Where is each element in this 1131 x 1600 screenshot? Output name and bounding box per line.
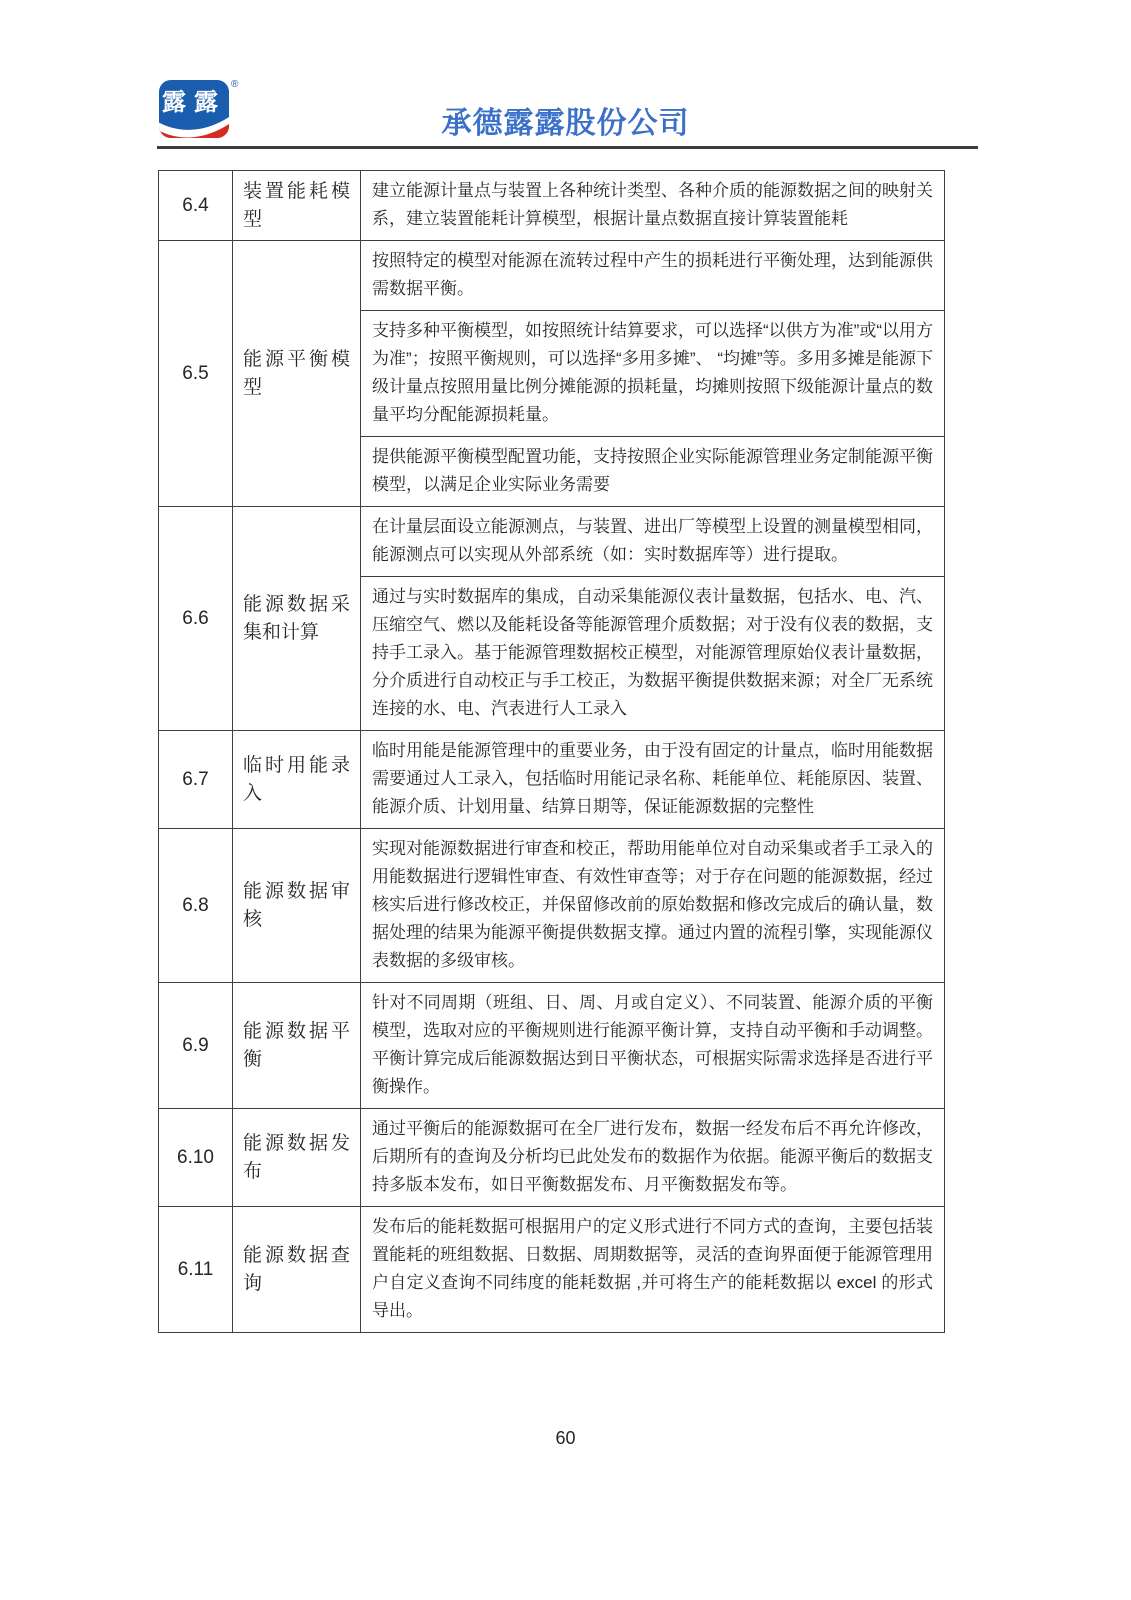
row-number: 6.5 <box>159 241 233 507</box>
registered-mark-icon: ® <box>231 79 239 90</box>
logo-text: 露露 <box>162 89 226 116</box>
row-title: 能源数据采集和计算 <box>233 507 361 731</box>
row-desc: 临时用能是能源管理中的重要业务，由于没有固定的计量点，临时用能数据需要通过人工录入，包括临时用能记录名称、耗能单位、耗能原因、装置、能源介质、计划用量、结算日期等，保证能源数据的完整性 <box>372 741 933 816</box>
row-number: 6.11 <box>159 1207 233 1333</box>
row-desc-cell <box>361 1207 945 1333</box>
table-row <box>159 241 945 507</box>
row-desc: 建立能源计量点与装置上各种统计类型、各种介质的能源数据之间的映射关系，建立装置能耗计算模型，根据计量点数据直接计算装置能耗 <box>372 181 933 228</box>
table-row <box>159 171 945 241</box>
header-divider <box>157 146 978 149</box>
row-desc: 实现对能源数据进行审查和校正，帮助用能单位对自动采集或者手工录入的用能数据进行逻辑性审查、有效性审查等；对于存在问题的能源数据，经过核实后进行修改校正，并保留修改前的原始数据和修改完成后的确认量，数据处理的结果为能源平衡提供数据支撑。通过内置的流程引擎，实现能源仪表数据的多级审核。 <box>372 839 933 970</box>
row-desc: 通过与实时数据库的集成，自动采集能源仪表计量数据，包括水、电、汽、压缩空气、燃以及能耗设备等能源管理介质数据；对于没有仪表的数据，支持手工录入。基于能源管理数据校正模型，对能源管理原始仪表计量数据，分介质进行自动校正与手工校正，为数据平衡提供数据来源；对全厂无系统连接的水、电、汽表进行人工录入 <box>361 576 944 730</box>
row-desc: 按照特定的模型对能源在流转过程中产生的损耗进行平衡处理，达到能源供需数据平衡。 <box>372 251 933 298</box>
table-row <box>159 507 945 731</box>
row-desc: 通过平衡后的能源数据可在全厂进行发布，数据一经发布后不再允许修改，后期所有的查询及分析均已此处发布的数据作为依据。能源平衡后的数据支持多版本发布，如日平衡数据发布、月平衡数据发布等。 <box>372 1119 933 1194</box>
row-desc-cell <box>361 829 945 983</box>
table-row <box>159 1109 945 1207</box>
row-number: 6.6 <box>159 507 233 731</box>
row-desc: 支持多种平衡模型，如按照统计结算要求，可以选择“以供方为准”或“以用方为准”；按照平衡规则，可以选择“多用多摊”、 “均摊”等。多用多摊是能源下级计量点按照用量比例分摊能源的损耗量，均摊则按照下级能源计量点的数量平均分配能源损耗量。 <box>361 310 944 436</box>
row-number: 6.8 <box>159 829 233 983</box>
row-title: 装置能耗模型 <box>233 171 361 241</box>
row-number: 6.9 <box>159 983 233 1109</box>
table-row <box>159 731 945 829</box>
page-number: 60 <box>555 1428 576 1448</box>
row-number: 6.7 <box>159 731 233 829</box>
company-name: 承德露露股份公司 <box>441 107 690 140</box>
row-desc: 提供能源平衡模型配置功能，支持按照企业实际能源管理业务定制能源平衡模型，以满足企业实际业务需要 <box>361 436 944 506</box>
row-title: 能源平衡模型 <box>233 241 361 507</box>
row-desc-cell <box>361 507 945 731</box>
row-title: 能源数据平衡 <box>233 983 361 1109</box>
table-row <box>159 1207 945 1333</box>
row-title: 能源数据发布 <box>233 1109 361 1207</box>
row-desc-cell <box>361 983 945 1109</box>
header <box>0 0 1131 150</box>
row-desc-cell <box>361 731 945 829</box>
row-title: 临时用能录入 <box>233 731 361 829</box>
row-title: 能源数据审核 <box>233 829 361 983</box>
row-desc: 在计量层面设立能源测点，与装置、进出厂等模型上设置的测量模型相同，能源测点可以实现从外部系统（如：实时数据库等）进行提取。 <box>372 517 933 564</box>
row-number: 6.10 <box>159 1109 233 1207</box>
row-desc-cell <box>361 171 945 241</box>
table-row <box>159 829 945 983</box>
row-desc-cell <box>361 1109 945 1207</box>
row-desc-cell <box>361 241 945 507</box>
row-desc: 针对不同周期（班组、日、周、月或自定义）、不同装置、能源介质的平衡模型，选取对应的平衡规则进行能源平衡计算，支持自动平衡和手动调整。平衡计算完成后能源数据达到日平衡状态，可根据实际需求选择是否进行平衡操作。 <box>372 993 933 1096</box>
row-desc: 发布后的能耗数据可根据用户的定义形式进行不同方式的查询，主要包括装置能耗的班组数据、日数据、周期数据等，灵活的查询界面便于能源管理用户自定义查询不同纬度的能耗数据 ,并可将生产的能耗数据以 excel 的形式导出。 <box>372 1217 933 1320</box>
row-title: 能源数据查询 <box>233 1207 361 1333</box>
requirements-table <box>158 170 945 1333</box>
table-row <box>159 983 945 1109</box>
row-number: 6.4 <box>159 171 233 241</box>
